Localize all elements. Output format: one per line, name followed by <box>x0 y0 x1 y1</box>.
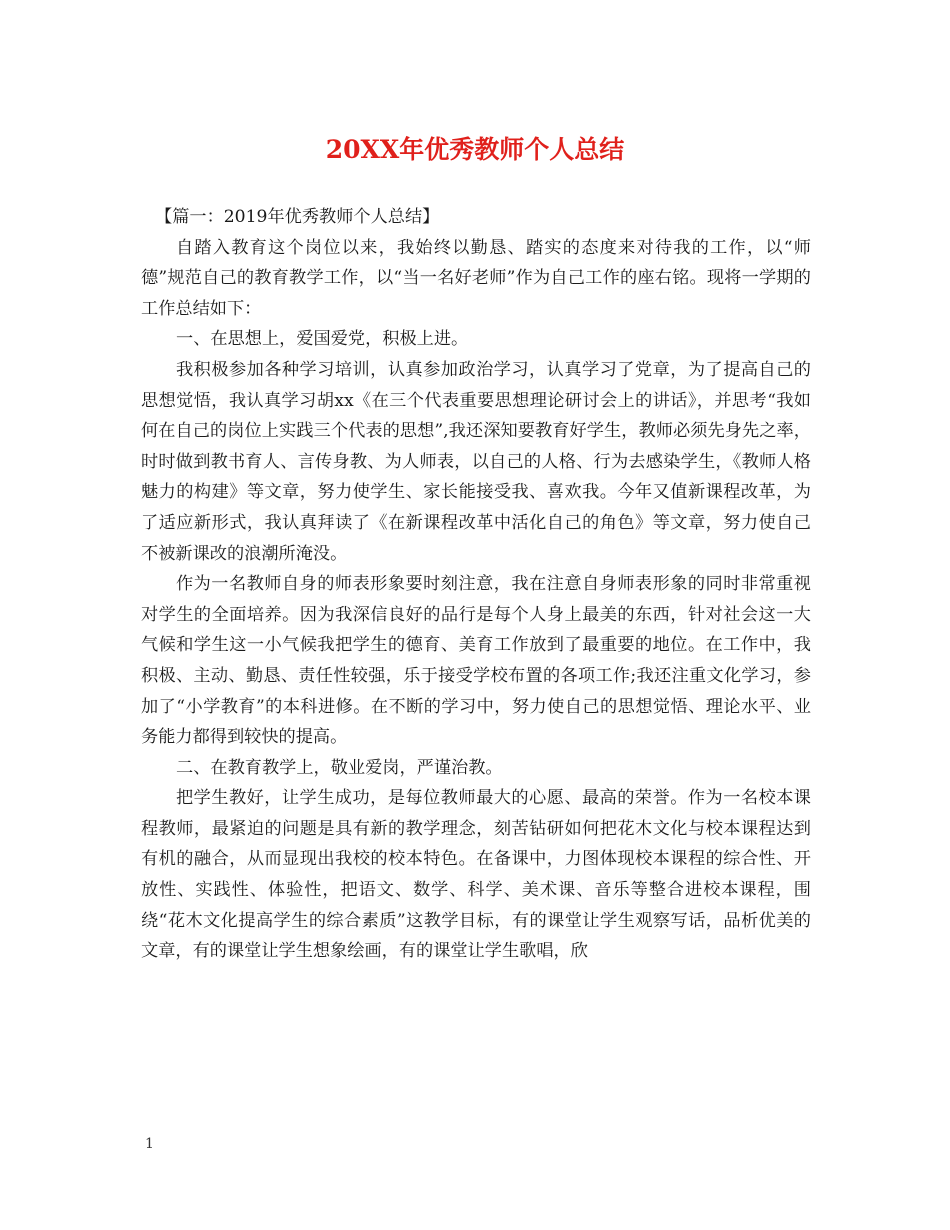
document-title: 20XX年优秀教师个人总结 <box>325 135 625 164</box>
subsection-heading: 一、在思想上，爱国爱党，积极上进。 <box>176 329 469 350</box>
document-body <box>141 202 811 967</box>
section-heading: 【篇一：2019年优秀教师个人总结】 <box>155 207 440 227</box>
paragraph: 我积极参加各种学习培训，认真参加政治学习，认真学习了党章，为了提高自己的思想觉悟，我认真学习胡xx《在三个代表重要思想理论研讨会上的讲话》，并思考“我如何在自己的岗位上实践三个代表的思想”,我还深知要教育好学生，教师必须先身先之率，时时做到教书育人、言传身教、为人师表，以自己的人格、行为去感染学生，《教师人格魅力的构建》等文章，努力使学生、家长能接受我、喜欢我。今年又值新课程改革，为了适应新形式，我认真拜读了《在新课程改革中活化自己的角色》等文章，努力使自己不被新课改的浪潮所淹没。 <box>141 359 811 564</box>
paragraph: 作为一名教师自身的师表形象要时刻注意，我在注意自身师表形象的同时非常重视对学生的全面培养。因为我深信良好的品行是每个人身上最美的东西，针对社会这一大气候和学生这一小气候我把学生的德育、美育工作放到了最重要的地位。在工作中，我积极、主动、勤恳、责任性较强，乐于接受学校布置的各项工作;我还注重文化学习，参加了“小学教育”的本科进修。在不断的学习中，努力使自己的思想觉悟、理论水平、业务能力都得到较快的提高。 <box>141 574 811 748</box>
subsection-heading: 二、在教育教学上，敬业爱岗，严谨治教。 <box>176 757 503 778</box>
page-number: 1 <box>145 1136 154 1152</box>
paragraph: 自踏入教育这个岗位以来，我始终以勤恳、踏实的态度来对待我的工作，以“师德”规范自己的教育教学工作，以“当一名好老师”作为自己工作的座右铭。现将一学期的工作总结如下： <box>141 237 811 319</box>
paragraph: 把学生教好，让学生成功，是每位教师最大的心愿、最高的荣誉。作为一名校本课程教师，最紧迫的问题是具有新的教学理念，刻苦钻研如何把花木文化与校本课程达到有机的融合，从而显现出我校的校本特色。在备课中，力图体现校本课程的综合性、开放性、实践性、体验性，把语文、数学、科学、美术课、音乐等整合进校本课程，围绕“花木文化提高学生的综合素质”这教学目标，有的课堂让学生观察写话，品析优美的文章，有的课堂让学生想象绘画，有的课堂让学生歌唱，欣 <box>141 788 811 962</box>
